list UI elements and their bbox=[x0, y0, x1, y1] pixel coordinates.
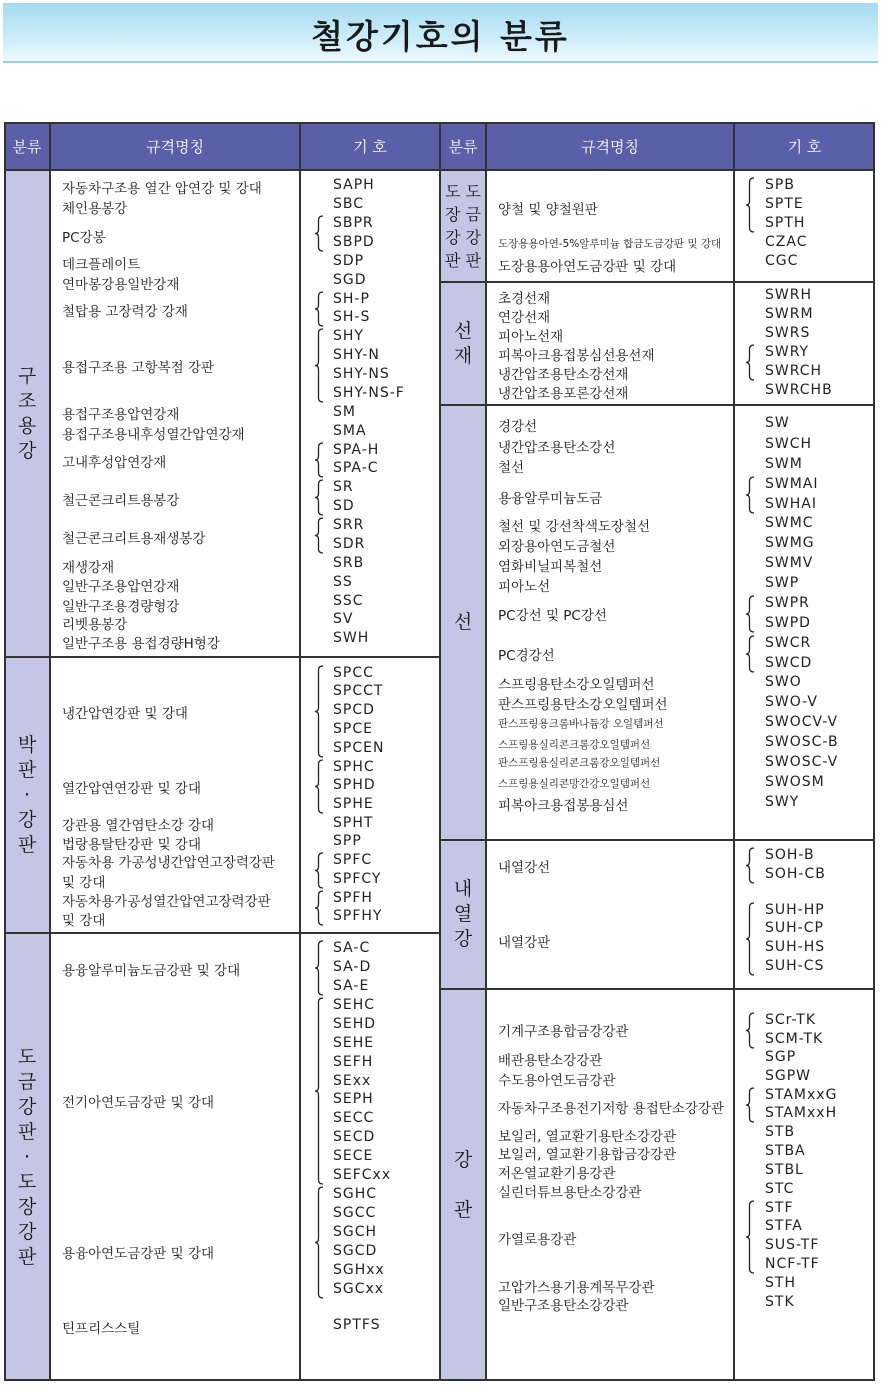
brace-icon bbox=[314, 291, 325, 327]
category-heat-resisting: 내 열 강 bbox=[453, 878, 473, 950]
steel-symbol: SOH-CB bbox=[765, 866, 826, 882]
brace-shape bbox=[315, 1187, 323, 1298]
steel-symbol: SWHAI bbox=[765, 496, 817, 512]
spec-name: 수도용아연도금강관 bbox=[498, 1073, 616, 1089]
steel-symbol: SPCCT bbox=[333, 683, 384, 699]
steel-symbol: SW bbox=[765, 415, 790, 431]
steel-symbol: SOH-B bbox=[765, 847, 815, 863]
steel-symbol: SWCH bbox=[765, 436, 813, 452]
steel-symbol: SBPD bbox=[333, 234, 375, 250]
brace-icon bbox=[314, 665, 325, 758]
spec-name: 피복아크용접봉심선용선재 bbox=[498, 348, 655, 364]
spec-name: 피아노선재 bbox=[498, 329, 564, 345]
spec-name: 자동차용 가공성냉간압연고장력강판 bbox=[62, 855, 275, 871]
spec-name: 자동차구조용 열간 압연강 및 강대 bbox=[62, 181, 262, 197]
steel-symbol: SWPR bbox=[765, 595, 810, 611]
spec-name: 용접구조용내후성열간압연강재 bbox=[62, 427, 245, 443]
brace-shape bbox=[315, 292, 323, 326]
spec-name: 용접구조용 고항복점 강판 bbox=[62, 360, 215, 376]
steel-symbol: SEPH bbox=[333, 1091, 374, 1107]
steel-symbol: SWY bbox=[765, 794, 800, 810]
spec-name: 내열강선 bbox=[498, 860, 551, 876]
steel-symbol: SWCD bbox=[765, 655, 813, 671]
header-category: 분류 bbox=[448, 138, 478, 156]
steel-symbol: SHY-N bbox=[333, 347, 380, 363]
page-title: 철강기호의 분류 bbox=[311, 17, 570, 56]
steel-symbol: SPHC bbox=[333, 759, 375, 775]
brace-icon bbox=[314, 1186, 325, 1299]
brace-icon bbox=[314, 442, 325, 478]
steel-symbol: SGCH bbox=[333, 1224, 378, 1240]
steel-symbol: SCM-TK bbox=[765, 1031, 824, 1047]
steel-symbol: STF bbox=[765, 1200, 794, 1216]
spec-name: 재생강재 bbox=[62, 560, 115, 576]
steel-symbol: SGCxx bbox=[333, 1281, 385, 1297]
steel-symbol: SD bbox=[333, 498, 355, 514]
spec-name: 리벳용봉강 bbox=[62, 617, 128, 633]
spec-name: 양철 및 양철원판 bbox=[498, 202, 598, 218]
spec-name: 경강선 bbox=[498, 419, 538, 435]
steel-symbol: SECC bbox=[333, 1110, 375, 1126]
spec-name: 저온열교환기용강관 bbox=[498, 1166, 616, 1182]
steel-symbol: SPFC bbox=[333, 852, 373, 868]
brace-icon bbox=[745, 635, 756, 673]
spec-name: 도장용용아연도금강판 및 강대 bbox=[498, 259, 677, 275]
title-banner bbox=[3, 3, 878, 63]
steel-symbol: SWPD bbox=[765, 615, 811, 631]
steel-symbol: SPTFS bbox=[333, 1317, 381, 1333]
spec-name: 피복아크용접봉용심선 bbox=[498, 798, 629, 814]
steel-symbol: SPHE bbox=[333, 796, 374, 812]
spec-name: 및 강대 bbox=[62, 875, 106, 891]
brace-icon bbox=[314, 940, 325, 996]
steel-symbol: CGC bbox=[765, 253, 799, 269]
steel-symbol: SEFH bbox=[333, 1054, 374, 1070]
steel-symbol: SPA-C bbox=[333, 460, 379, 476]
steel-symbol: STAMxxG bbox=[765, 1087, 838, 1103]
spec-name: 스프링용탄소강오일템퍼선 bbox=[498, 677, 655, 693]
spec-name: 틴프리스스틸 bbox=[62, 1321, 141, 1337]
steel-symbol: SPB bbox=[765, 177, 795, 193]
spec-name: 용접구조용압연강재 bbox=[62, 407, 180, 423]
spec-name: 배관용탄소강강관 bbox=[498, 1053, 603, 1069]
spec-name: 전기아연도금강판 및 강대 bbox=[62, 1095, 215, 1111]
spec-name: 고압가스용기용계목무강관 bbox=[498, 1280, 655, 1296]
brace-icon bbox=[314, 890, 325, 926]
spec-name: 용융알루미늄도금강판 및 강대 bbox=[62, 963, 241, 979]
brace-icon bbox=[745, 847, 756, 884]
steel-symbol: SGHC bbox=[333, 1186, 378, 1202]
steel-symbol: SA-E bbox=[333, 978, 370, 994]
brace-shape bbox=[746, 345, 754, 380]
category-wire-rod: 선 재 bbox=[453, 319, 473, 367]
spec-name: 법랑용탈탄강판 및 강대 bbox=[62, 837, 201, 853]
steel-symbol: SUS-TF bbox=[765, 1237, 820, 1253]
steel-symbol: SH-P bbox=[333, 291, 370, 307]
steel-symbol: SHY bbox=[333, 328, 364, 344]
category-painted: 도 도 장 금 강 강 판 판 bbox=[445, 182, 481, 270]
spec-name: 보일러, 열교환기용탄소강강관 bbox=[498, 1129, 677, 1145]
steel-symbol: SPCD bbox=[333, 702, 375, 718]
steel-symbol: STB bbox=[765, 1124, 796, 1140]
steel-symbol: SDP bbox=[333, 253, 365, 269]
steel-symbol: SH-S bbox=[333, 309, 371, 325]
brace-icon bbox=[314, 517, 325, 554]
steel-symbol: SWRCH bbox=[765, 363, 823, 379]
spec-name: 기계구조용합금강강관 bbox=[498, 1024, 629, 1040]
spec-name: 및 강대 bbox=[62, 913, 106, 929]
steel-symbol: SWMAI bbox=[765, 476, 819, 492]
steel-symbol: SEHC bbox=[333, 997, 376, 1013]
steel-symbol: SRB bbox=[333, 555, 365, 571]
steel-symbol: SPTH bbox=[765, 215, 806, 231]
steel-symbol: SWM bbox=[765, 456, 803, 472]
spec-name: 자동차구조용전기저항 용접탄소강강관 bbox=[498, 1101, 724, 1117]
spec-name: 초경선재 bbox=[498, 291, 551, 307]
steel-symbol: STC bbox=[765, 1181, 795, 1197]
brace-shape bbox=[746, 636, 754, 672]
steel-symbol: SWO-V bbox=[765, 694, 818, 710]
spec-name: 연강선재 bbox=[498, 310, 551, 326]
steel-symbol: SMA bbox=[333, 423, 367, 439]
steel-symbol: SA-D bbox=[333, 959, 372, 975]
spec-name: 염화비닐피복철선 bbox=[498, 559, 603, 575]
brace-icon bbox=[745, 595, 756, 633]
category-sheet: 박 판 · 강 판 bbox=[17, 733, 37, 856]
spec-name: 철근콘크리트용재생봉강 bbox=[62, 531, 206, 547]
steel-symbol: SWRH bbox=[765, 287, 812, 303]
spec-name: 냉간압연강판 및 강대 bbox=[62, 706, 188, 722]
steel-symbol: SEHE bbox=[333, 1035, 375, 1051]
steel-symbol: SGP bbox=[765, 1049, 797, 1065]
spec-name: 판스프링용실리콘크롬강오일템퍼선 bbox=[498, 757, 661, 769]
steel-symbol: SAPH bbox=[333, 177, 375, 193]
steel-symbol: SUH-CS bbox=[765, 958, 825, 974]
spec-name: 판스프링용크롬바나듐강 오일템퍼선 bbox=[498, 718, 664, 730]
spec-name: 스프링용실리콘크롬강오일템퍼선 bbox=[498, 739, 651, 751]
spec-name: 냉간압조용탄소강선재 bbox=[498, 367, 629, 383]
steel-symbol: SPCEN bbox=[333, 740, 385, 756]
steel-symbol: SV bbox=[333, 611, 354, 627]
steel-symbol: SWRM bbox=[765, 306, 814, 322]
steel-symbol: SUH-CP bbox=[765, 920, 824, 936]
header-spec-name: 규격명칭 bbox=[146, 138, 204, 156]
brace-icon bbox=[314, 479, 325, 516]
steel-symbol: STBL bbox=[765, 1162, 804, 1178]
steel-symbol: SWO bbox=[765, 674, 802, 690]
brace-shape bbox=[746, 1013, 754, 1048]
category-structural: 구 조 용 강 bbox=[17, 364, 37, 462]
brace-shape bbox=[746, 1201, 754, 1273]
brace-icon bbox=[314, 759, 325, 814]
steel-symbol: SWMG bbox=[765, 535, 815, 551]
brace-icon bbox=[745, 1087, 756, 1123]
steel-symbol: SWRCHB bbox=[765, 382, 833, 398]
spec-name: 보일러, 열교환기용합금강강관 bbox=[498, 1147, 677, 1163]
spec-name: 철탑용 고장력강 강재 bbox=[62, 304, 188, 320]
spec-name: 일반구조용 용접경량H형강 bbox=[62, 636, 220, 652]
brace-shape bbox=[315, 941, 323, 995]
steel-symbol: SExx bbox=[333, 1073, 372, 1089]
spec-name: 도장용용아연-5%알루미늄 합금도금강판 및 강대 bbox=[498, 238, 722, 250]
steel-symbol: SBPR bbox=[333, 215, 374, 231]
steel-symbol: SWOSC-B bbox=[765, 734, 839, 750]
brace-icon bbox=[745, 1012, 756, 1049]
steel-symbol: CZAC bbox=[765, 234, 808, 250]
brace-icon bbox=[745, 476, 756, 514]
steel-symbol: SECD bbox=[333, 1129, 376, 1145]
steel-symbol: SWOSM bbox=[765, 774, 825, 790]
brace-shape bbox=[315, 329, 323, 402]
category-wire: 선 bbox=[453, 611, 473, 633]
steel-symbol: SPFCY bbox=[333, 871, 382, 887]
steel-symbol: SGD bbox=[333, 272, 367, 288]
steel-symbol: STBA bbox=[765, 1143, 806, 1159]
brace-shape bbox=[315, 891, 323, 925]
spec-name: 피아노선 bbox=[498, 579, 551, 595]
steel-symbol: SA-C bbox=[333, 940, 371, 956]
spec-name: 냉간압조용탄소강선 bbox=[498, 440, 616, 456]
brace-icon bbox=[314, 328, 325, 403]
steel-symbol: SWCR bbox=[765, 635, 812, 651]
brace-icon bbox=[314, 852, 325, 889]
steel-symbol: SWRS bbox=[765, 325, 811, 341]
spec-name: 일반구조용탄소강강관 bbox=[498, 1298, 629, 1314]
steel-symbol: SPP bbox=[333, 833, 362, 849]
steel-symbol: SWOCV-V bbox=[765, 714, 839, 730]
brace-icon bbox=[314, 997, 325, 1185]
spec-name: 실린더튜브용탄소강강관 bbox=[498, 1185, 642, 1201]
spec-name: PC강봉 bbox=[62, 230, 106, 246]
steel-symbol: SPCC bbox=[333, 665, 374, 681]
steel-symbol: SPCE bbox=[333, 721, 373, 737]
steel-symbol: SUH-HS bbox=[765, 939, 826, 955]
steel-symbol: SEHD bbox=[333, 1016, 377, 1032]
steel-symbol: SGCD bbox=[333, 1243, 378, 1259]
brace-shape bbox=[315, 666, 323, 757]
steel-symbol: SUH-HP bbox=[765, 902, 825, 918]
steel-symbol: SGCC bbox=[333, 1205, 377, 1221]
spec-name: 철근콘크리트용봉강 bbox=[62, 493, 180, 509]
header-symbol: 기 호 bbox=[787, 138, 822, 156]
steel-symbol: SGHxx bbox=[333, 1262, 385, 1278]
steel-symbol: SGPW bbox=[765, 1068, 812, 1084]
steel-symbol: STAMxxH bbox=[765, 1105, 838, 1121]
steel-symbol: SPTE bbox=[765, 196, 804, 212]
spec-name: 철선 bbox=[498, 460, 525, 476]
spec-name: 판스프링용탄소강오일템퍼선 bbox=[498, 697, 668, 713]
steel-symbol: SPFH bbox=[333, 890, 373, 906]
steel-symbol: SPHD bbox=[333, 777, 376, 793]
spec-name: 자동차용가공성열간압연고장력강판 bbox=[62, 894, 271, 910]
steel-symbol: SEFCxx bbox=[333, 1167, 392, 1183]
steel-symbol: SPFHY bbox=[333, 908, 383, 924]
steel-symbol: SWRY bbox=[765, 344, 810, 360]
brace-shape bbox=[746, 178, 754, 232]
spec-name: 고내후성압연강재 bbox=[62, 455, 167, 471]
brace-shape bbox=[315, 998, 323, 1184]
spec-name: 열간압연연강판 및 강대 bbox=[62, 781, 201, 797]
brace-icon bbox=[314, 215, 325, 252]
header-spec-name: 규격명칭 bbox=[581, 138, 639, 156]
brace-shape bbox=[746, 596, 754, 632]
steel-symbol: SPHT bbox=[333, 815, 374, 831]
steel-symbol: SHY-NS-F bbox=[333, 385, 405, 401]
brace-shape bbox=[315, 853, 323, 888]
spec-name: 철선 및 강선착색도장철선 bbox=[498, 519, 651, 535]
spec-name: 용융알루미늄도금 bbox=[498, 491, 603, 507]
steel-symbol: SWH bbox=[333, 630, 370, 646]
spec-name: 데크플레이트 bbox=[62, 257, 141, 273]
steel-symbol: SBC bbox=[333, 196, 365, 212]
steel-symbol: SWOSC-V bbox=[765, 754, 839, 770]
steel-symbol: SWP bbox=[765, 575, 800, 591]
spec-name: 내열강판 bbox=[498, 935, 551, 951]
steel-symbol: SCr-TK bbox=[765, 1012, 817, 1028]
steel-symbol: SPA-H bbox=[333, 442, 380, 458]
header-category: 분류 bbox=[12, 138, 42, 156]
spec-name: 연마봉강용일반강재 bbox=[62, 277, 180, 293]
steel-symbol: STK bbox=[765, 1294, 795, 1310]
steel-symbol: STH bbox=[765, 1275, 796, 1291]
spec-name: 일반구조용경량형강 bbox=[62, 599, 180, 615]
steel-symbol: SHY-NS bbox=[333, 366, 390, 382]
brace-shape bbox=[315, 760, 323, 813]
spec-name: 외장용아연도금철선 bbox=[498, 539, 616, 555]
category-coated: 도 금 강 판 · 도 장 강 판 bbox=[17, 1045, 37, 1268]
category-pipe: 강 관 bbox=[453, 1148, 473, 1221]
brace-shape bbox=[746, 1088, 754, 1122]
brace-shape bbox=[315, 518, 323, 553]
brace-shape bbox=[746, 848, 754, 883]
steel-symbol: SDR bbox=[333, 536, 366, 552]
brace-icon bbox=[745, 1200, 756, 1274]
spec-name: PC경강선 bbox=[498, 648, 555, 664]
steel-symbol: SR bbox=[333, 479, 354, 495]
header-symbol: 기 호 bbox=[353, 138, 387, 156]
steel-symbol: SRR bbox=[333, 517, 365, 533]
steel-symbol: SS bbox=[333, 574, 353, 590]
spec-name: 용융아연도금강판 및 강대 bbox=[62, 1246, 215, 1262]
brace-icon bbox=[745, 177, 756, 233]
steel-symbol: NCF-TF bbox=[765, 1256, 820, 1272]
brace-shape bbox=[746, 903, 754, 975]
brace-shape bbox=[315, 443, 323, 477]
spec-name: 스프링용실리콘망간강오일템퍼선 bbox=[498, 778, 651, 790]
spec-name: 강관용 열간염탄소강 강대 bbox=[62, 818, 215, 834]
brace-shape bbox=[315, 480, 323, 515]
spec-name: PC강선 및 PC강선 bbox=[498, 608, 607, 624]
spec-name: 일반구조용압연강재 bbox=[62, 579, 180, 595]
steel-symbol: STFA bbox=[765, 1218, 803, 1234]
steel-symbol: SWMC bbox=[765, 515, 814, 531]
spec-name: 가열로용강관 bbox=[498, 1232, 577, 1248]
brace-icon bbox=[745, 344, 756, 381]
brace-icon bbox=[745, 902, 756, 976]
steel-symbol: SWMV bbox=[765, 555, 814, 571]
brace-shape bbox=[746, 477, 754, 513]
steel-symbol: SECE bbox=[333, 1148, 374, 1164]
steel-symbol: SSC bbox=[333, 593, 364, 609]
brace-shape bbox=[315, 216, 323, 251]
spec-name: 체인용봉강 bbox=[62, 201, 128, 217]
spec-name: 냉간압조용포론강선재 bbox=[498, 386, 629, 402]
steel-symbol: SM bbox=[333, 404, 356, 420]
classification-table bbox=[4, 122, 875, 1381]
